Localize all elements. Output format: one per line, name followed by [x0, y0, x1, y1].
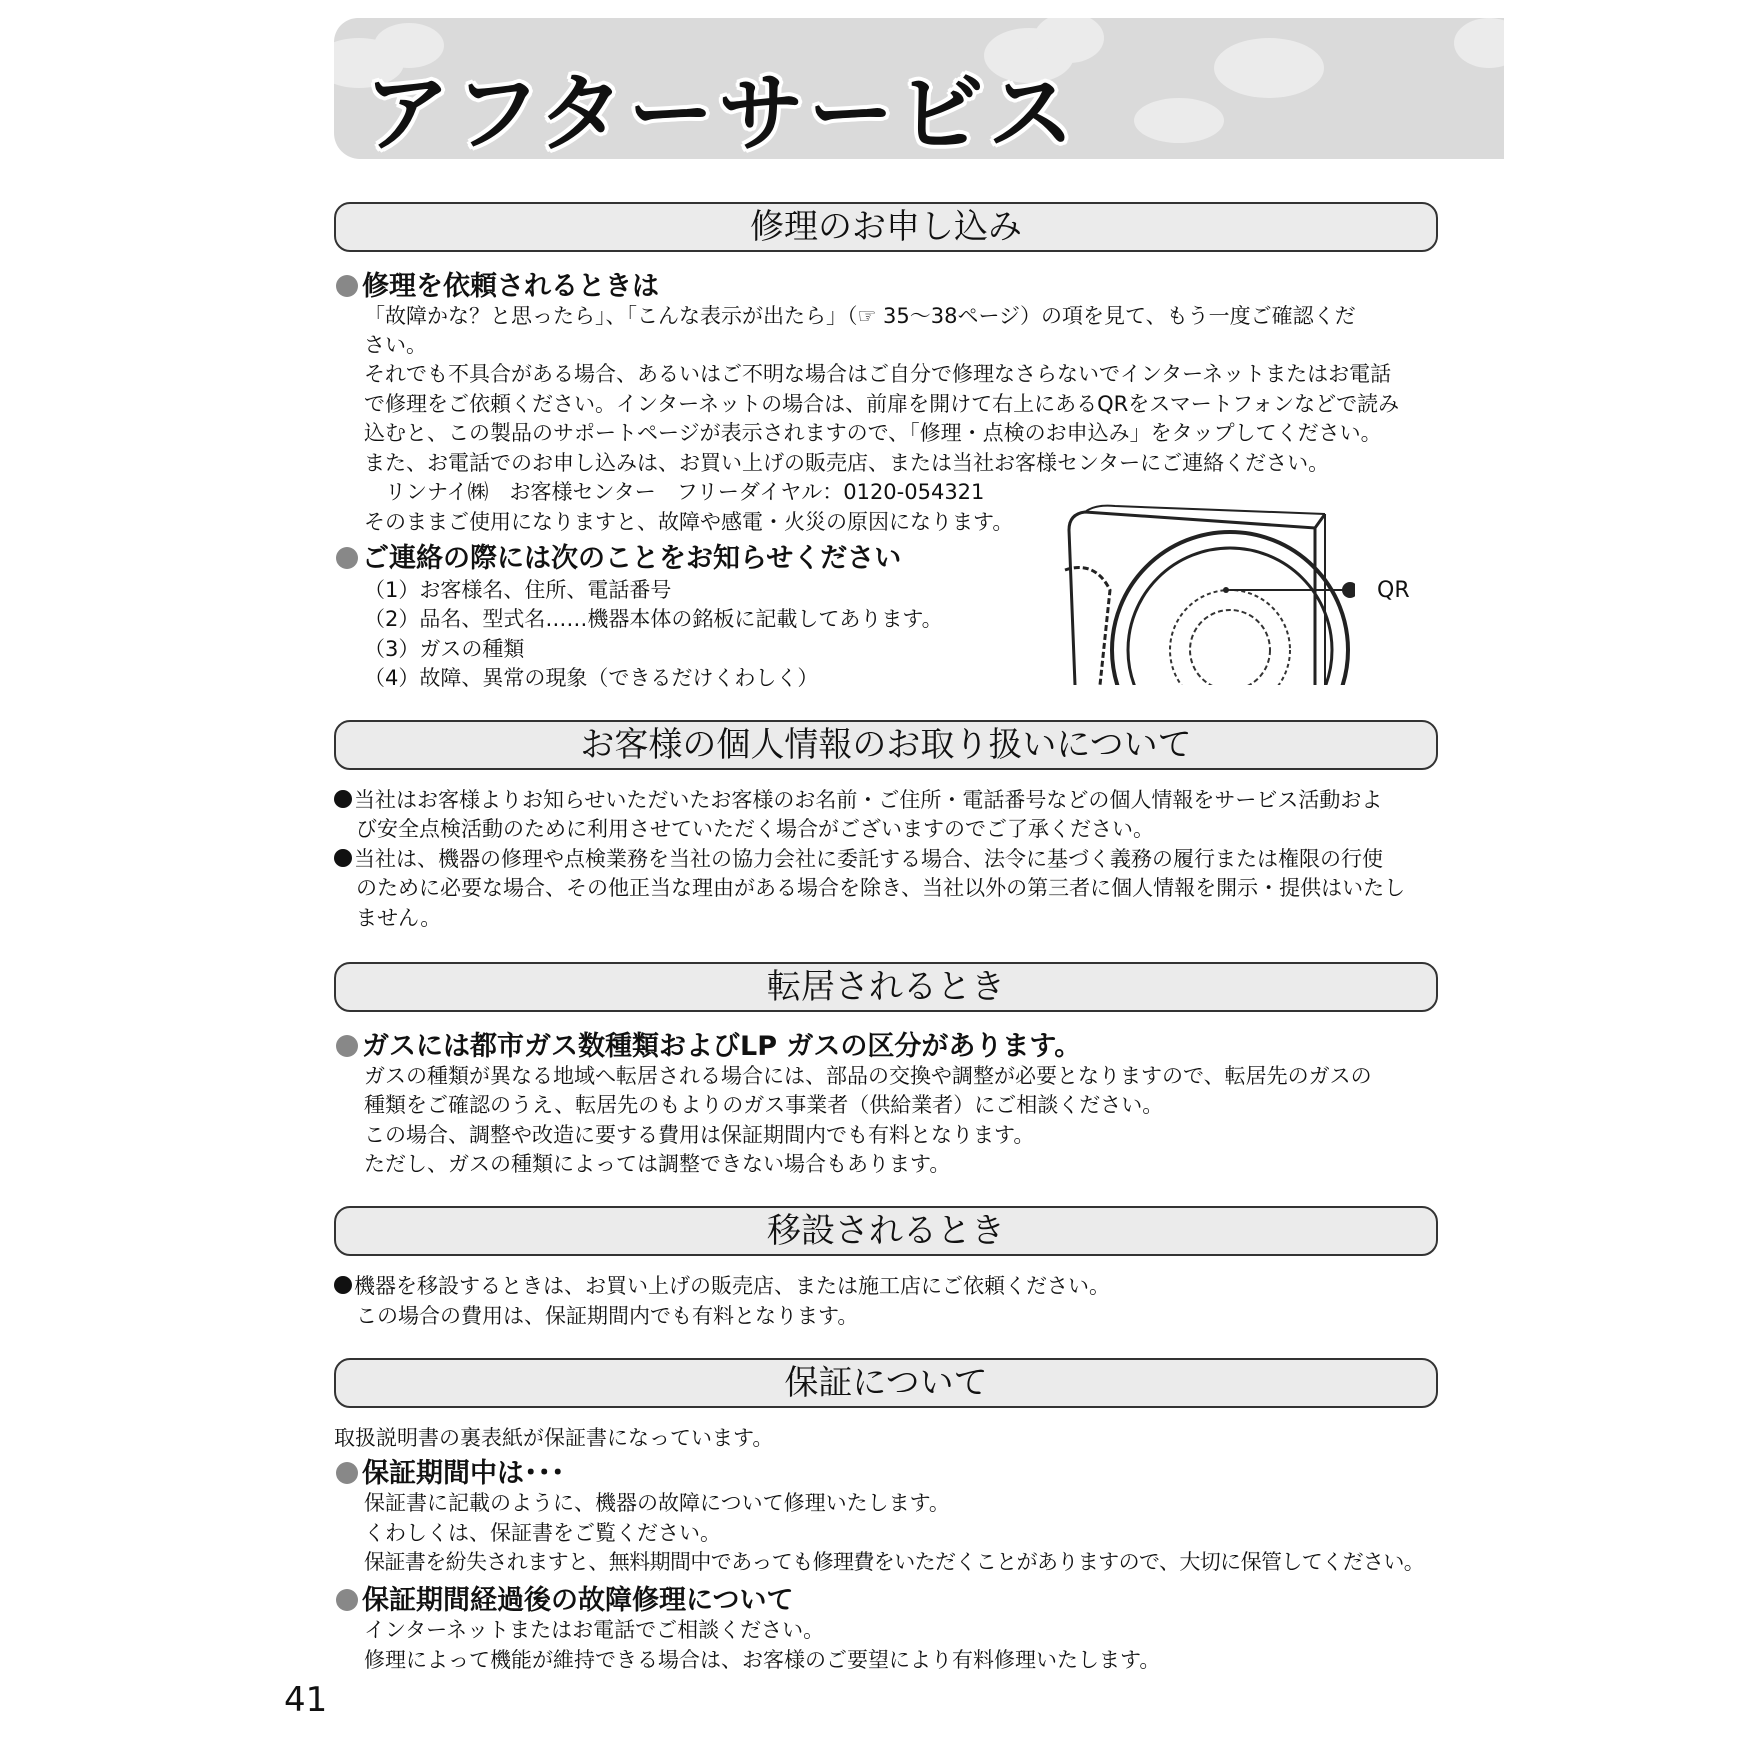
privacy-line: のために必要な場合、その他正当な理由がある場合を除き、当社以外の第三者に個人情報を開示・提供はいたし: [356, 876, 1406, 900]
page-title: アフターサービス: [364, 64, 1078, 159]
warranty-line: 保証書を紛失されますと、無料期間中であっても修理費をいただくことがありますので、大切に保管してください。: [364, 1550, 1425, 1574]
page-number: 41: [284, 1680, 328, 1720]
privacy-line: び安全点検活動のために利用させていただく場合がございますのでご了承ください。: [356, 817, 1154, 841]
qr-label: QR: [1377, 578, 1410, 603]
subheading-contact-info: ご連絡の際には次のことをお知らせください: [336, 542, 901, 576]
warranty-line: 保証書に記載のように、機器の故障について修理いたします。: [364, 1491, 950, 1515]
privacy-line: 当社はお客様よりお知らせいただいたお客様のお名前・ご住所・電話番号などの個人情報をサービス活動およ: [334, 786, 1382, 816]
moving-line: ただし、ガスの種類によっては調整できない場合もあります。: [364, 1152, 951, 1176]
bullet-icon: [336, 1035, 358, 1057]
repair-line: さい。: [364, 333, 427, 357]
repair-line: 「故障かな？と思ったら」、「こんな表示が出たら」（☞ 35〜38ページ）の項を見て、もう一度ご確認くだ: [364, 304, 1356, 328]
privacy-line: 当社は、機器の修理や点検業務を当社の協力会社に委託する場合、法令に基づく義務の履行または権限の行使: [334, 845, 1383, 875]
relocation-line: 機器を移設するときは、お買い上げの販売店、または施工店にご依頼ください。: [334, 1272, 1110, 1302]
repair-line: また、お電話でのお申し込みは、お買い上げの販売店、または当社お客様センターにご連絡ください。: [364, 451, 1330, 475]
appliance-qr-illustration: [1055, 500, 1355, 685]
after-warranty-line: 修理によって機能が維持できる場合は、お客様のご要望により有料修理いたします。: [364, 1648, 1161, 1672]
cloud-decoration: [1134, 98, 1224, 143]
section-heading-relocation: 移設されるとき: [334, 1206, 1438, 1256]
warranty-intro: 取扱説明書の裏表紙が保証書になっています。: [334, 1426, 774, 1450]
moving-line: ガスの種類が異なる地域へ転居される場合には、部品の交換や調整が必要となりますので、転居先のガスの: [364, 1064, 1372, 1088]
cloud-decoration: [1454, 18, 1504, 68]
contact-item: （1）お客様名、住所、電話番号: [364, 578, 672, 602]
contact-item: （3）ガスの種類: [364, 637, 525, 661]
subheading-after-warranty: 保証期間経過後の故障修理について: [336, 1584, 793, 1618]
title-banner: [334, 18, 1504, 159]
bullet-icon: [336, 1589, 358, 1611]
bullet-icon: [336, 1462, 358, 1484]
subheading-repair-request: 修理を依頼されるときは: [336, 270, 659, 304]
subheading-gas-types: ガスには都市ガス数種類およびLP ガスの区分があります。: [336, 1030, 1081, 1064]
relocation-line: この場合の費用は、保証期間内でも有料となります。: [356, 1304, 859, 1328]
repair-line: それでも不具合がある場合、あるいはご不明な場合はご自分で修理なさらないでインターネットまたはお電話: [364, 362, 1392, 386]
bullet-icon: [334, 849, 352, 867]
moving-line: 種類をご確認のうえ、転居先のもよりのガス事業者（供給業者）にご相談ください。: [364, 1093, 1164, 1117]
bullet-icon: [334, 790, 352, 808]
privacy-line: ません。: [356, 906, 442, 930]
contact-item: （4）故障、異常の現象（できるだけくわしく）: [364, 666, 819, 690]
repair-line: で修理をご依頼ください。インターネットの場合は、前扉を開けて右上にあるQRをスマートフォンなどで読み: [364, 392, 1400, 416]
section-heading-repair: 修理のお申し込み: [334, 202, 1438, 252]
contact-item: （2）品名、型式名……機器本体の銘板に記載してあります。: [364, 607, 943, 631]
section-heading-warranty: 保証について: [334, 1358, 1438, 1408]
bullet-icon: [336, 547, 358, 569]
bullet-icon: [334, 1276, 352, 1294]
customer-center-phone: リンナイ㈱ お客様センター フリーダイヤル：0120-054321: [364, 480, 985, 504]
subheading-warranty-period: 保証期間中は･･･: [336, 1457, 565, 1491]
after-warranty-line: インターネットまたはお電話でご相談ください。: [364, 1618, 825, 1642]
repair-line: 込むと、この製品のサポートページが表示されますので、「修理・点検のお申込み」をタップしてください。: [364, 421, 1382, 445]
section-heading-privacy: お客様の個人情報のお取り扱いについて: [334, 720, 1438, 770]
warranty-line: くわしくは、保証書をご覧ください。: [364, 1521, 721, 1545]
moving-line: この場合、調整や改造に要する費用は保証期間内でも有料となります。: [364, 1123, 1035, 1147]
repair-warning: そのままご使用になりますと、故障や感電・火災の原因になります。: [364, 510, 1014, 534]
section-heading-moving: 転居されるとき: [334, 962, 1438, 1012]
bullet-icon: [336, 275, 358, 297]
cloud-decoration: [1214, 38, 1324, 98]
